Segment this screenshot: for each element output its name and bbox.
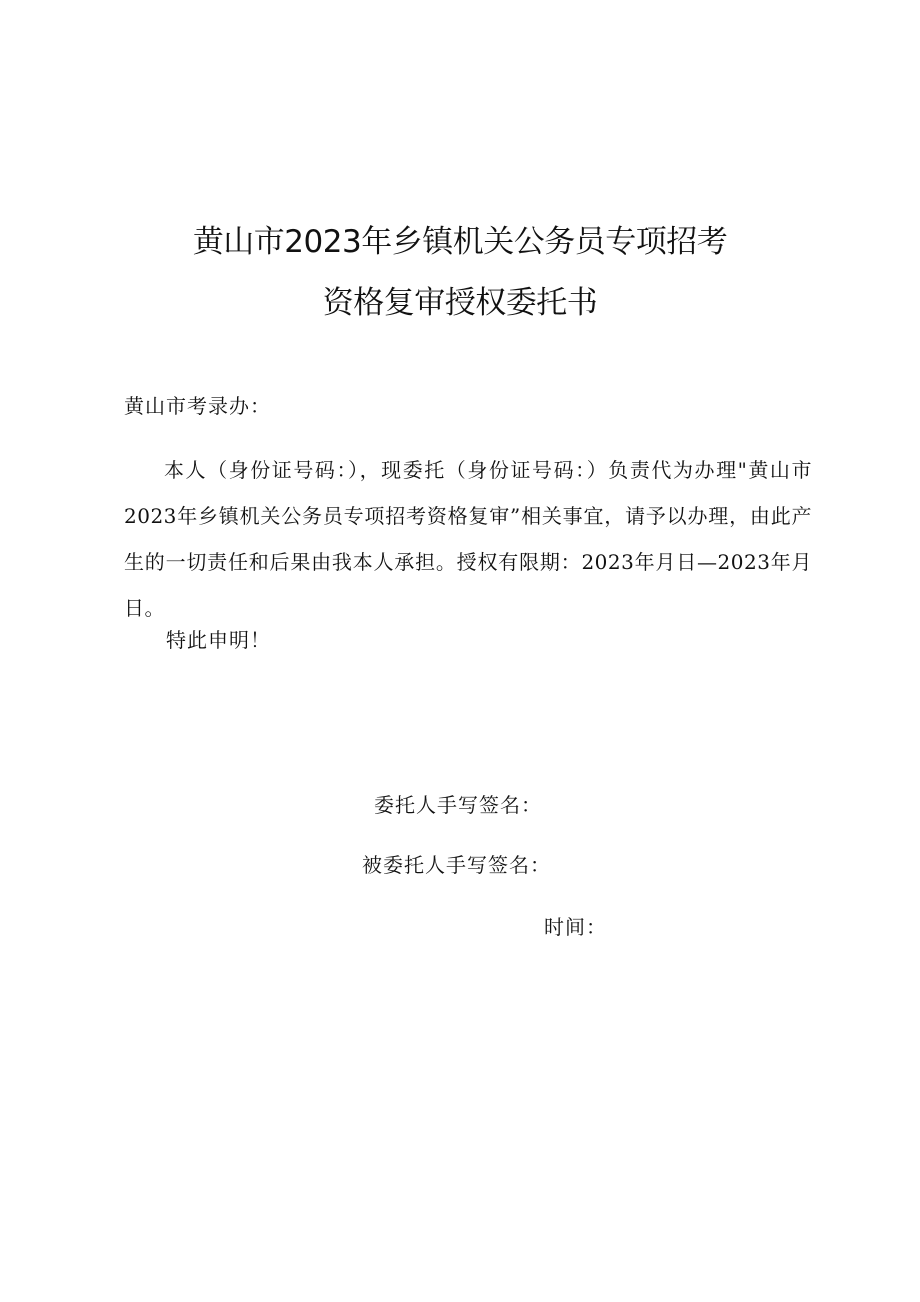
salutation: 黄山市考录办： [124,394,271,418]
date-label: 时间： [544,915,607,939]
closing-statement: 特此申明！ [166,628,271,652]
document-title-line-1: 黄山市2023年乡镇机关公务员专项招考 [192,224,728,260]
body-paragraph: 本人（身份证号码：），现委托（身份证号码：）负责代为办理"黄山市2023年乡镇机关公务员专项招考资格复审”相关事宜，请予以办理，由此产生的一切责任和后果由我本人承担。授权有限期：2023年月日—2023年月日。 [124,458,812,620]
agent-signature-label: 被委托人手写签名： [362,853,551,877]
principal-signature-label: 委托人手写签名： [374,793,542,817]
document-title-line-2: 资格复审授权委托书 [322,285,598,321]
